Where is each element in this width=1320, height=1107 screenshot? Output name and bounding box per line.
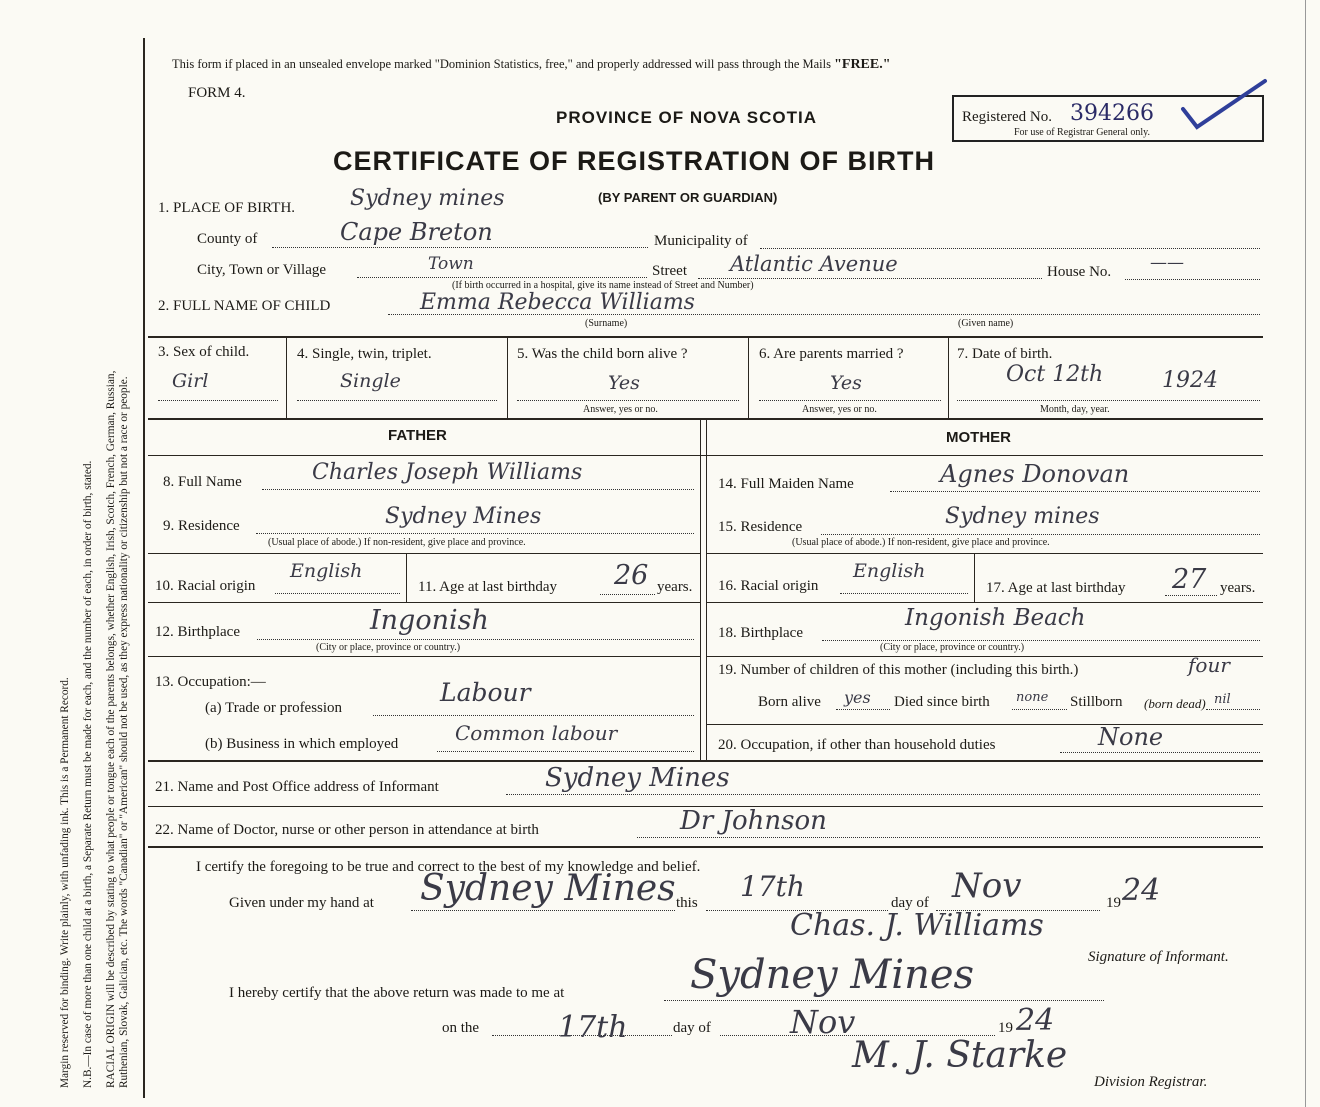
municipality-label: Municipality of	[654, 233, 748, 249]
died-since-birth-label: Died since birth	[894, 694, 990, 710]
city-value: Town	[428, 254, 474, 274]
given-day-of-label: day of	[891, 895, 929, 911]
stillborn-note: (born dead)	[1144, 696, 1206, 711]
given-year-prefix: 19	[1106, 895, 1121, 911]
given-year-value: 24	[1122, 873, 1161, 908]
registrar-caption: Division Registrar.	[1094, 1074, 1208, 1090]
mother-name-label: 14. Full Maiden Name	[718, 476, 854, 492]
father-birthplace-label: 12. Birthplace	[155, 624, 240, 640]
father-age-years: years.	[657, 579, 693, 595]
date-of-birth-value: Oct 12th	[1006, 362, 1104, 387]
mail-note-free: "FREE."	[834, 57, 891, 72]
house-number-label: House No.	[1047, 264, 1112, 280]
registration-day-of-label: day of	[673, 1020, 711, 1036]
born-alive-count-value: yes	[844, 688, 871, 707]
margin-note-racial-origin: RACIAL ORIGIN will be described by stating to what people or tongue each of the parents belongs, whether English, Irish, Scotch, French, German, Russian,	[105, 370, 117, 1088]
father-occupation-label: 13. Occupation:—	[155, 674, 266, 690]
registered-label: Registered No.	[962, 109, 1052, 125]
province-title: PROVINCE OF NOVA SCOTIA	[556, 108, 818, 127]
margin-note-racial-origin-cont: Ruthenian, Slovak, Galician, etc. The words "Canadian" or "American" should not be used, as they express nationality or citizenship but not a race or people.	[118, 376, 130, 1088]
born-alive-count-label: Born alive	[758, 694, 821, 710]
checkmark-icon	[1179, 75, 1269, 135]
mother-heading: MOTHER	[946, 429, 1011, 446]
registrar-signature: M. J. Starke	[852, 1035, 1068, 1076]
page-edge	[1305, 0, 1306, 1107]
informant-signature: Chas. J. Williams	[790, 908, 1044, 943]
father-residence-label: 9. Residence	[163, 518, 240, 534]
registered-number-box	[952, 95, 1264, 142]
born-alive-label: 5. Was the child born alive ?	[517, 346, 688, 362]
house-number-value: ——	[1150, 253, 1184, 273]
died-since-birth-value: none	[1016, 690, 1049, 705]
informant-signature-caption: Signature of Informant.	[1088, 949, 1229, 965]
mother-residence-label: 15. Residence	[718, 519, 803, 535]
form-number: FORM 4.	[188, 85, 246, 101]
doctor-value: Dr Johnson	[680, 806, 827, 836]
place-of-birth-label: 1. PLACE OF BIRTH.	[158, 200, 296, 216]
street-label: Street	[652, 263, 687, 279]
father-name-value: Charles Joseph Williams	[312, 460, 583, 485]
mother-birthplace-label: 18. Birthplace	[718, 625, 803, 641]
father-birthplace-value: Ingonish	[370, 605, 489, 636]
informant-value: Sydney Mines	[545, 763, 730, 793]
mother-age-years: years.	[1220, 580, 1256, 596]
father-trade-label: (a) Trade or profession	[205, 700, 343, 716]
father-racial-label: 10. Racial origin	[155, 578, 256, 594]
mother-racial-value: English	[853, 560, 926, 582]
father-heading: FATHER	[388, 427, 447, 444]
stillborn-label: Stillborn	[1070, 694, 1123, 710]
informant-label: 21. Name and Post Office address of Informant	[155, 779, 439, 795]
registration-year-prefix: 19	[998, 1020, 1013, 1036]
father-age-label: 11. Age at last birthday	[418, 579, 557, 595]
child-name-value: Emma Rebecca Williams	[420, 290, 695, 315]
county-label: County of	[197, 231, 258, 247]
sex-label: 3. Sex of child.	[158, 344, 250, 360]
father-residence-value: Sydney Mines	[385, 504, 542, 529]
county-value: Cape Breton	[340, 218, 493, 246]
mother-racial-label: 16. Racial origin	[718, 578, 819, 594]
father-name-label: 8. Full Name	[163, 474, 242, 490]
mother-birthplace-note: (City or place, province or country.)	[880, 642, 1025, 653]
hospital-note: (If birth occurred in a hospital, give its name instead of Street and Number)	[452, 280, 754, 291]
doctor-label: 22. Name of Doctor, nurse or other person in attendance at birth	[155, 822, 539, 838]
certification-statement: I certify the foregoing to be true and correct to the best of my knowledge and belief.	[196, 859, 701, 875]
sex-value: Girl	[172, 370, 209, 392]
plurality-label: 4. Single, twin, triplet.	[297, 346, 432, 362]
father-residence-note: (Usual place of abode.) If non-resident, give place and province.	[268, 537, 526, 548]
given-this-label: this	[676, 895, 698, 911]
father-birthplace-note: (City or place, province or country.)	[316, 642, 461, 653]
mother-age-value: 27	[1172, 564, 1207, 595]
given-name-note: (Given name)	[958, 318, 1014, 329]
born-alive-note: Answer, yes or no.	[583, 404, 658, 415]
mother-residence-note: (Usual place of abode.) If non-resident, give place and province.	[792, 537, 1050, 548]
given-month-value: Nov	[952, 866, 1022, 906]
mother-name-value: Agnes Donovan	[940, 460, 1130, 488]
by-parent-note: (BY PARENT OR GUARDIAN)	[598, 190, 778, 205]
given-day-value: 17th	[740, 870, 805, 903]
date-of-birth-label: 7. Date of birth.	[957, 346, 1053, 362]
given-place-value: Sydney Mines	[420, 868, 676, 909]
parents-married-note: Answer, yes or no.	[802, 404, 877, 415]
date-of-birth-year: 1924	[1162, 368, 1218, 393]
registration-month-value: Nov	[790, 1003, 856, 1041]
registered-value: 394266	[1070, 101, 1154, 126]
registration-day-value: 17th	[558, 1010, 628, 1045]
mother-age-label: 17. Age at last birthday	[986, 580, 1126, 596]
children-count-label: 19. Number of children of this mother (including this birth.)	[718, 662, 1079, 678]
child-name-label: 2. FULL NAME OF CHILD	[158, 298, 331, 314]
place-of-birth-value: Sydney mines	[350, 186, 505, 211]
date-of-birth-note: Month, day, year.	[1040, 404, 1110, 415]
parents-married-label: 6. Are parents married ?	[759, 346, 904, 362]
mother-birthplace-value: Ingonish Beach	[905, 605, 1086, 631]
margin-note-binding: Margin reserved for binding. Write plainly, with unfading ink. This is a Permanent Record.	[59, 677, 71, 1088]
parents-married-value: Yes	[830, 372, 862, 394]
father-racial-value: English	[290, 560, 363, 582]
given-under-label: Given under my hand at	[229, 895, 374, 911]
stillborn-value: nil	[1214, 692, 1231, 707]
registrar-note: For use of Registrar General only.	[1014, 127, 1150, 138]
registration-year-value: 24	[1016, 1003, 1055, 1038]
city-label: City, Town or Village	[197, 262, 327, 278]
plurality-value: Single	[340, 370, 401, 392]
registration-on-the-label: on the	[442, 1020, 480, 1036]
father-business-value: Common labour	[455, 721, 618, 745]
children-count-value: four	[1188, 653, 1230, 677]
registrar-place-value: Sydney Mines	[690, 952, 975, 998]
mail-note	[172, 57, 891, 73]
mother-occupation-value: None	[1098, 723, 1164, 751]
margin-divider	[143, 38, 145, 1098]
father-trade-value: Labour	[440, 678, 531, 707]
mail-note-text: This form if placed in an unsealed envelope marked "Dominion Statistics, free," and properly addressed will pass through the Mails	[172, 57, 831, 71]
father-age-value: 26	[614, 560, 649, 591]
father-business-label: (b) Business in which employed	[205, 736, 399, 752]
mother-residence-value: Sydney mines	[945, 504, 1100, 529]
margin-note-multiple-births: N.B.—In case of more than one child at a birth, a Separate Return must be made for each, and the number of each, in order of birth, stated.	[82, 460, 94, 1088]
born-alive-value: Yes	[608, 372, 640, 394]
street-value: Atlantic Avenue	[730, 252, 898, 276]
mother-occupation-label: 20. Occupation, if other than household duties	[718, 737, 996, 753]
registrar-statement: I hereby certify that the above return was made to me at	[229, 985, 565, 1001]
certificate-title: CERTIFICATE OF REGISTRATION OF BIRTH	[333, 146, 935, 176]
surname-note: (Surname)	[585, 318, 628, 329]
